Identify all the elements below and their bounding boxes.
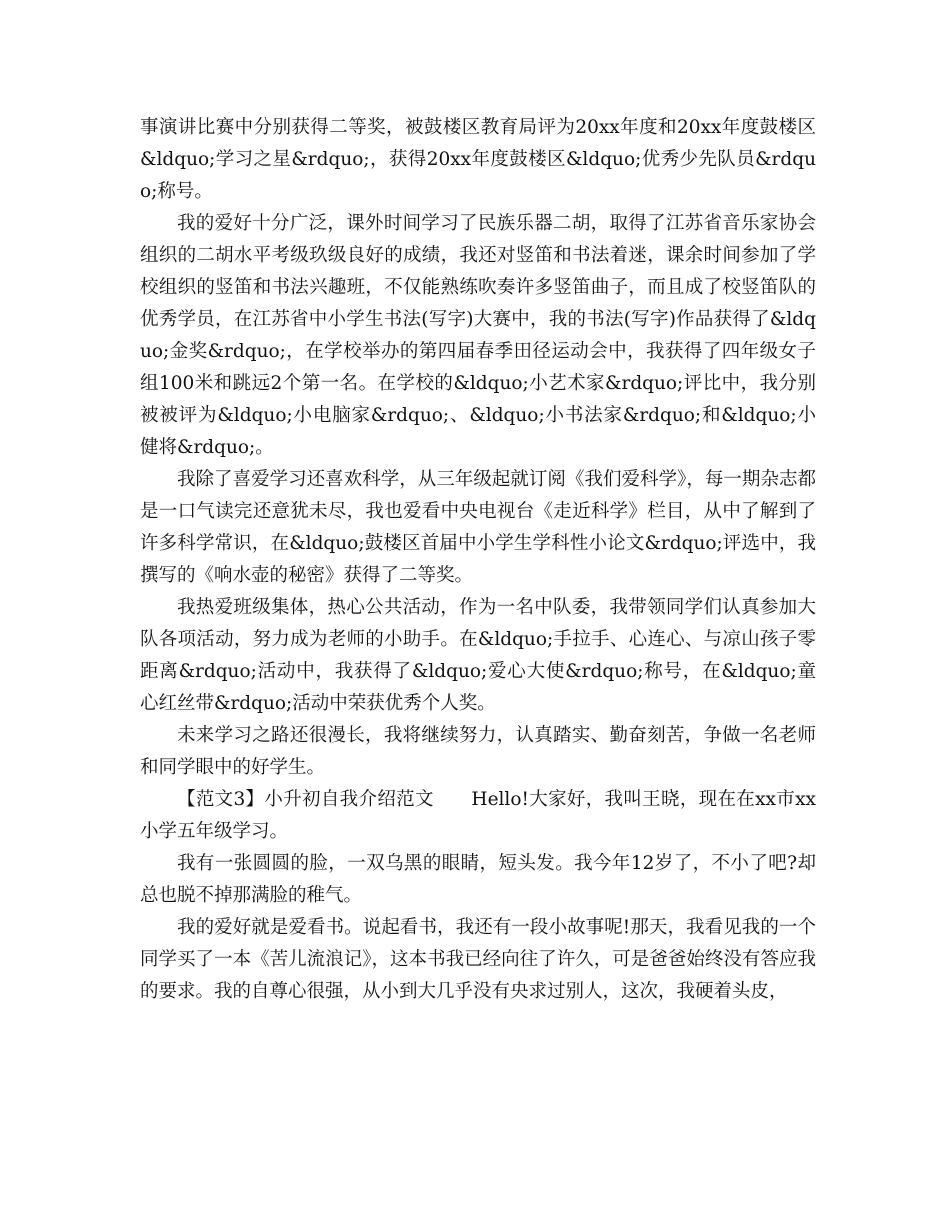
paragraph-1: 事演讲比赛中分别获得二等奖，被鼓楼区教育局评为20xx年度和20xx年度鼓楼区&ldquo;学习之星&rdquo;，获得20xx年度鼓楼区&ldquo;优秀少先队员&rdquo;称号。 <box>140 117 816 202</box>
document-page <box>140 112 816 1008</box>
paragraph-7: 我有一张圆圆的脸，一双乌黑的眼睛，短头发。我今年12岁了，不小了吧?却总也脱不掉那满脸的稚气。 <box>140 853 816 906</box>
paragraph-2: 我的爱好十分广泛，课外时间学习了民族乐器二胡，取得了江苏省音乐家协会组织的二胡水平考级玖级良好的成绩，我还对竖笛和书法着迷，课余时间参加了学校组织的竖笛和书法兴趣班，不仅能熟练吹奏许多竖笛曲子，而且成了校竖笛队的优秀学员，在江苏省中小学生书法(写字)大赛中，我的书法(写字)作品获得了&ldquo;金奖&rdquo;，在学校举办的第四届春季田径运动会中，我获得了四年级女子组100米和跳远2个第一名。在学校的&ldquo;小艺术家&rdquo;评比中，我分别被被评为&ldquo;小电脑家&rdquo;、&ldquo;小书法家&rdquo;和&ldquo;小健将&rdquo;。 <box>140 213 816 458</box>
paragraph-6: 【范文3】小升初自我介绍范文 Hello!大家好，我叫王晓，现在在xx市xx小学五年级学习。 <box>140 789 816 842</box>
paragraph-4: 我热爱班级集体，热心公共活动，作为一名中队委，我带领同学们认真参加大队各项活动，努力成为老师的小助手。在&ldquo;手拉手、心连心、与凉山孩子零距离&rdquo;活动中，我获得了&ldquo;爱心大使&rdquo;称号，在&ldquo;童心红丝带&rdquo;活动中荣获优秀个人奖。 <box>140 597 816 714</box>
paragraph-5: 未来学习之路还很漫长，我将继续努力，认真踏实、勤奋刻苦，争做一名老师和同学眼中的好学生。 <box>140 725 816 778</box>
paragraph-3: 我除了喜爱学习还喜欢科学，从三年级起就订阅《我们爱科学》，每一期杂志都是一口气读完还意犹未尽，我也爱看中央电视台《走近科学》栏目，从中了解到了许多科学常识，在&ldquo;鼓楼区首届中小学生学科性小论文&rdquo;评选中，我撰写的《响水壶的秘密》获得了二等奖。 <box>140 469 816 586</box>
paragraph-8: 我的爱好就是爱看书。说起看书，我还有一段小故事呢!那天，我看见我的一个同学买了一本《苦儿流浪记》，这本书我已经向往了许久，可是爸爸始终没有答应我的要求。我的自尊心很强，从小到大几乎没有央求过别人，这次，我硬着头皮， <box>140 917 816 1002</box>
